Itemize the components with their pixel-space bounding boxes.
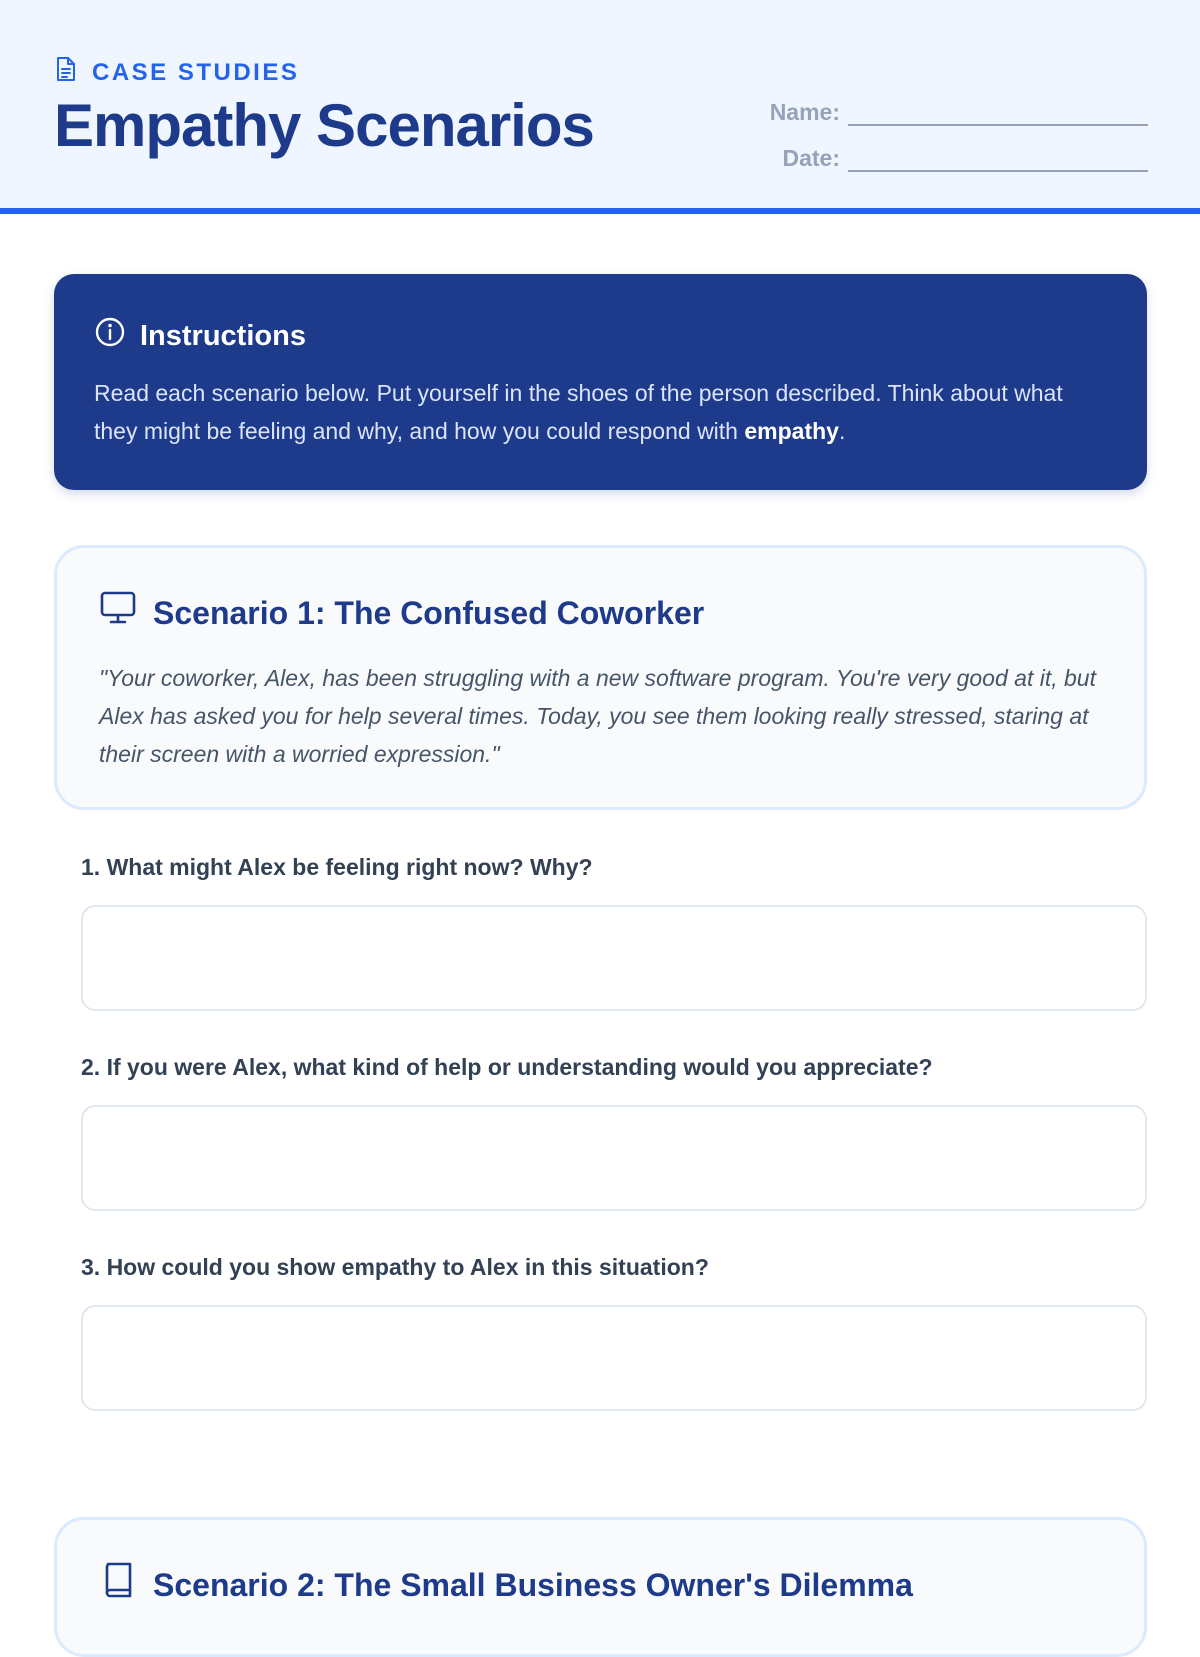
info-icon <box>94 316 126 356</box>
worksheet-header <box>0 0 1200 214</box>
page-title: Empathy Scenarios <box>54 92 594 159</box>
instructions-heading <box>94 318 1107 354</box>
name-write-line[interactable] <box>848 102 1148 126</box>
answer-box[interactable] <box>81 1105 1147 1211</box>
question-label: 1. What might Alex be feeling right now? Why? <box>81 854 593 880</box>
monitor-icon <box>99 588 137 637</box>
section-eyebrow <box>54 56 299 89</box>
scenario-2-title: Scenario 2: The Small Business Owner's Dilemma <box>153 1566 913 1603</box>
name-field <box>748 80 1148 126</box>
answer-box[interactable] <box>81 1305 1147 1411</box>
book-icon <box>99 1560 137 1609</box>
instructions-text: Read each scenario below. Put yourself in the shoes of the person described. Think about what they might be feeling and why, and how you could respond with empathy. <box>94 380 1063 444</box>
question-label: 3. How could you show empathy to Alex in this situation? <box>81 1254 709 1280</box>
date-label: Date: <box>782 145 840 171</box>
document-icon <box>54 56 78 89</box>
date-write-line[interactable] <box>848 148 1148 172</box>
eyebrow-label: CASE STUDIES <box>92 58 300 86</box>
student-fields <box>748 80 1148 172</box>
scenario-card <box>54 1517 1147 1657</box>
instructions-panel <box>54 274 1147 490</box>
empathy-emphasis: empathy <box>744 418 839 444</box>
instructions-title: Instructions <box>140 319 306 352</box>
scenario-quote: "Your coworker, Alex, has been struggling with a new software program. You're very good at it, but Alex has asked you for help several times. Today, you see them looking really stressed, staring at their screen with a worried expression." <box>99 665 1096 767</box>
question-label: 2. If you were Alex, what kind of help or understanding would you appreciate? <box>81 1054 933 1080</box>
scenario-title <box>99 1560 1102 1609</box>
scenario-card <box>54 545 1147 810</box>
date-field <box>748 126 1148 172</box>
name-label: Name: <box>769 99 840 125</box>
question-block <box>81 853 1147 1011</box>
scenario-title <box>99 588 1102 637</box>
scenario-1-title: Scenario 1: The Confused Coworker <box>153 594 705 631</box>
question-block <box>81 1253 1147 1411</box>
answer-box[interactable] <box>81 905 1147 1011</box>
question-block <box>81 1053 1147 1211</box>
